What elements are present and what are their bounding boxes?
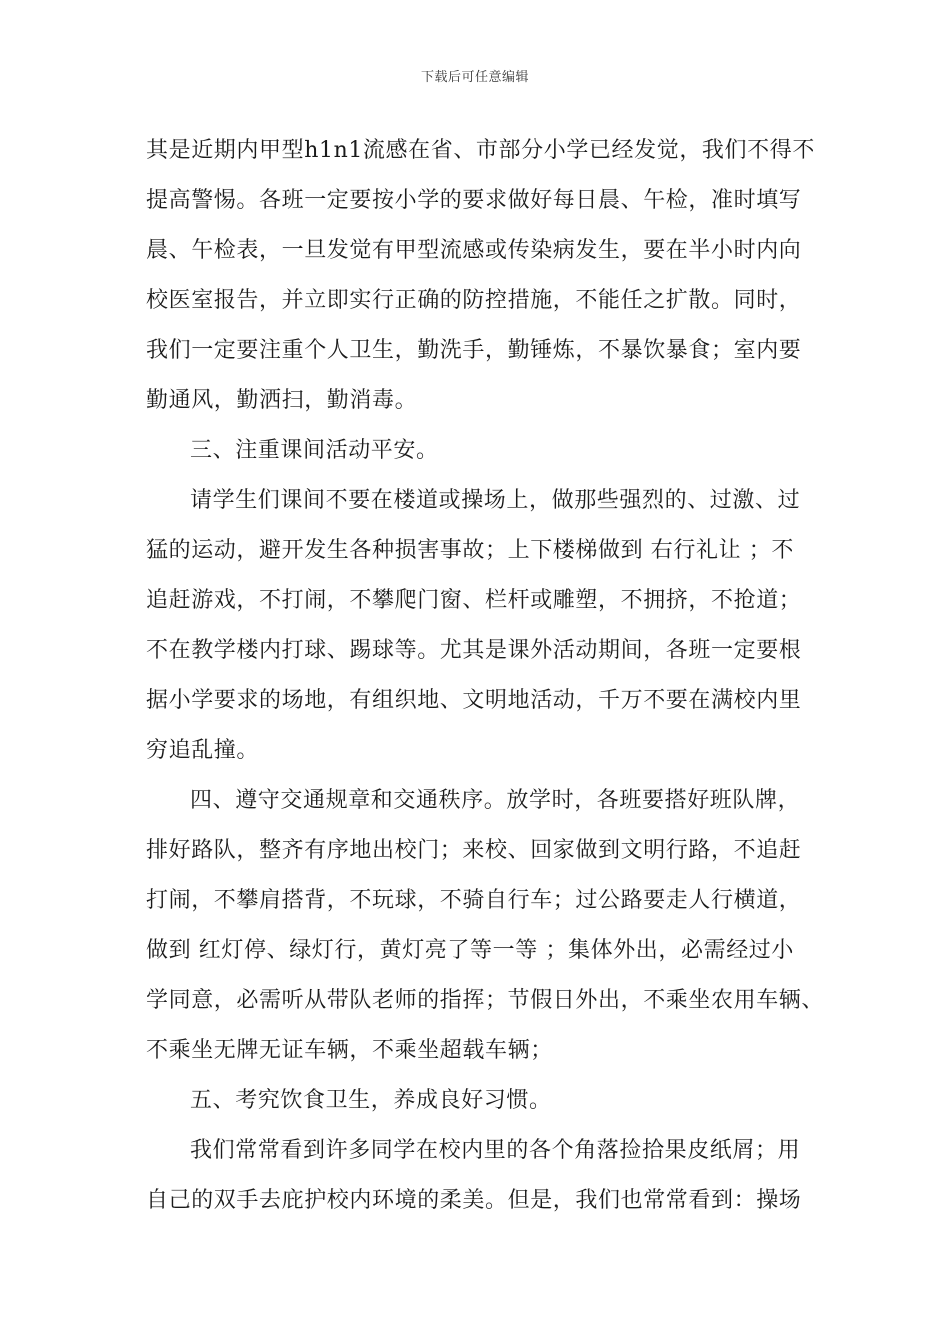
text-line: 晨、午检表，一旦发觉有甲型流感或传染病发生，要在半小时内向	[146, 238, 802, 263]
text-line: 据小学要求的场地，有组织地、文明地活动，千万不要在满校内里	[146, 688, 802, 713]
text-line: 自己的双手去庇护校内环境的柔美。但是，我们也常常看到：操场	[146, 1188, 802, 1213]
text-line: 打闹，不攀肩搭背，不玩球，不骑自行车；过公路要走人行横道，	[146, 888, 802, 913]
text-line: 校医室报告，并立即实行正确的防控措施，不能任之扩散。同时，	[146, 288, 802, 313]
text-line: 做到 红灯停、绿灯行，黄灯亮了等一等 ；集体外出，必需经过小	[146, 938, 794, 963]
section-heading: 四、遵守交通规章和交通秩序。放学时，各班要搭好班队牌，	[190, 788, 801, 813]
text-line: 不在教学楼内打球、踢球等。尤其是课外活动期间，各班一定要根	[146, 638, 802, 663]
text-line: 不乘坐无牌无证车辆，不乘坐超载车辆；	[146, 1038, 553, 1063]
text-line: 其是近期内甲型h1n1流感在省、市部分小学已经发觉，我们不得不	[146, 138, 815, 163]
text-line: 我们常常看到许多同学在校内里的各个角落捡拾果皮纸屑；用	[190, 1138, 801, 1163]
text-line: 学同意，必需听从带队老师的指挥；节假日外出，不乘坐农用车辆、	[146, 988, 825, 1013]
text-line: 猛的运动，避开发生各种损害事故；上下楼梯做到 右行礼让 ；不	[146, 538, 794, 563]
text-line: 勤通风，勤洒扫，勤消毒。	[146, 388, 418, 413]
section-heading: 三、注重课间活动平安。	[190, 438, 439, 463]
text-line: 追赶游戏，不打闹，不攀爬门窗、栏杆或雕塑，不拥挤，不抢道；	[146, 588, 802, 613]
section-heading: 五、考究饮食卫生，养成良好习惯。	[190, 1088, 552, 1113]
text-line: 我们一定要注重个人卫生，勤洗手，勤锤炼，不暴饮暴食；室内要	[146, 338, 802, 363]
text-line: 提高警惕。各班一定要按小学的要求做好每日晨、午检，准时填写	[146, 188, 802, 213]
text-line: 排好路队，整齐有序地出校门；来校、回家做到文明行路，不追赶	[146, 838, 802, 863]
page-header: 下载后可任意编辑	[420, 70, 529, 85]
text-line: 穷追乱撞。	[146, 738, 260, 763]
text-line: 请学生们课间不要在楼道或操场上，做那些强烈的、过激、过	[190, 488, 801, 513]
